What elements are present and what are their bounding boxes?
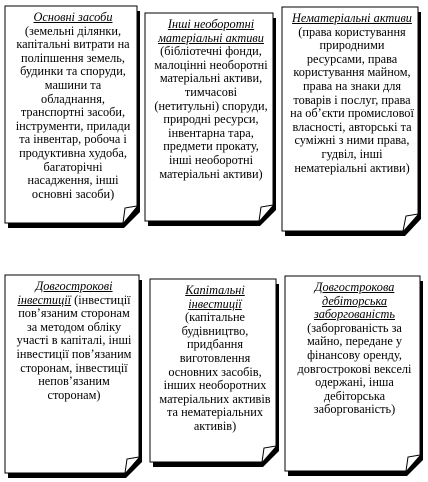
card-text — [292, 281, 417, 417]
card-text — [289, 12, 415, 175]
card-long-term-investments — [5, 275, 143, 478]
card-title: Довгострокові інвестиції — [17, 279, 113, 307]
card-intangible-assets — [282, 7, 422, 236]
card-fixed-assets — [5, 6, 141, 228]
card-text — [157, 284, 273, 434]
card-title: Основні засоби — [33, 10, 113, 24]
card-title: Капітальні інвестиції — [185, 283, 245, 311]
card-capital-investments — [150, 279, 280, 467]
card-body: (заборгованість за майно, передане у фінансову оренду, довгострокові векселі одержані, інша дебіторська заборгованість) — [297, 320, 412, 417]
card-title: Нематеріальні активи — [292, 11, 412, 25]
card-body: (права користування природними ресурсами, права користування майном, права на знаки для товарів і послуг, права на об’єкти промислової власності, авторські та суміжні з ними права, гудвіл, інші нематеріальні активи) — [290, 24, 414, 175]
card-other-noncurrent-assets — [145, 13, 277, 226]
card-text — [152, 18, 270, 181]
card-body: (інвестиції пов’язаним сторонам за методом обліку участі в капіталі, інші інвестиції пов’язаним сторонам, інвестиції непов’язаним сторонам) — [16, 292, 132, 402]
card-body: (бібліотечні фонди, малоцінні необоротні матеріальні активи, тимчасові (нетитульні) споруди, природні ресурси, інвентарна тара, предмети прокату, інші необоротні матеріальні активи) — [154, 44, 268, 181]
card-title: Інші необоротні матеріальні активи — [158, 17, 264, 45]
card-body: (капітальне будівництво, придбання виготовлення основних засобів, інших необоротних матеріальних активів та нематеріальних активів) — [159, 310, 271, 433]
card-body: (земельні ділянки, капітальні витрати на поліпшення земель, будинки та споруди, машини та обладнання, транспортні засоби, інструменти, прилади та інвентар, робоча і продуктивна худоба, багаторічні насадження, інші основні засоби) — [15, 23, 131, 201]
card-title: Довгострокова дебіторська заборгованість — [313, 280, 396, 322]
card-long-term-receivables — [285, 276, 424, 476]
card-text — [12, 11, 134, 201]
card-text — [12, 280, 136, 402]
